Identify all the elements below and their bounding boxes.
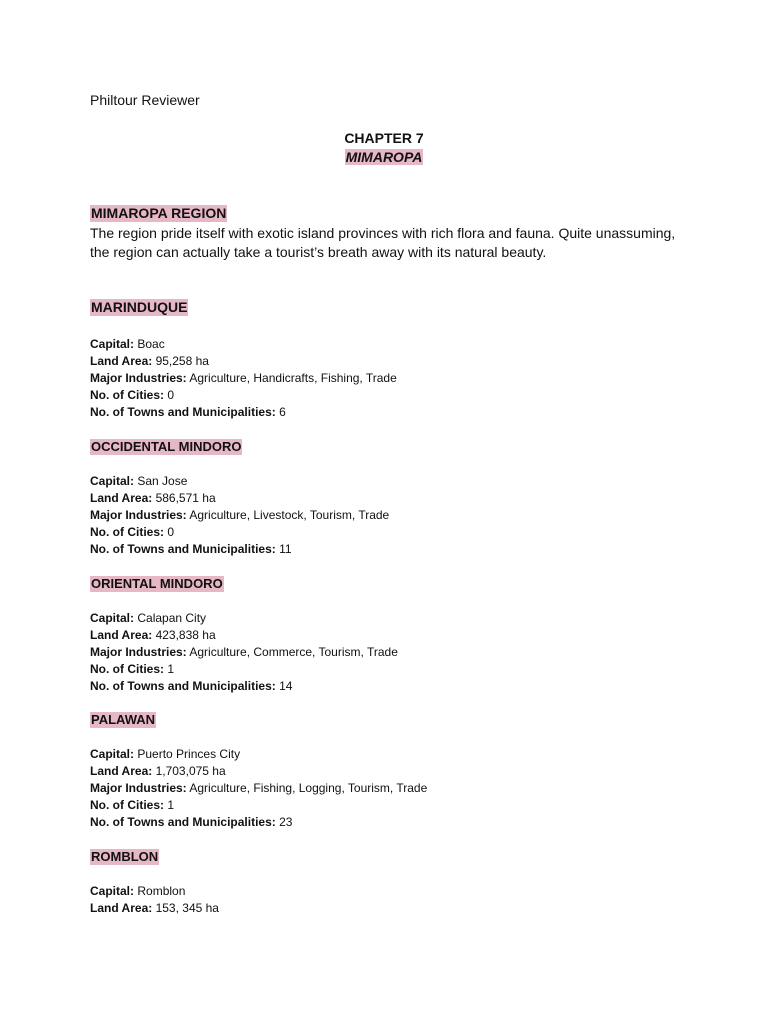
province-facts-occidental-mindoro [90,473,690,558]
fact-value: Boac [137,337,165,351]
fact-label: No. of Towns and Municipalities: [90,405,276,419]
chapter-number: CHAPTER 7 [344,130,424,146]
fact-value: Agriculture, Handicrafts, Fishing, Trade [189,371,397,385]
fact-label: Major Industries: [90,645,187,659]
fact-value: 1 [167,798,175,812]
fact-label: Capital: [90,747,135,761]
fact-label: Capital: [90,611,135,625]
province-heading-oriental-mindoro: ORIENTAL MINDORO [91,576,223,591]
fact-label: No. of Cities: [90,388,164,402]
fact-label: Major Industries: [90,508,187,522]
fact-label: No. of Cities: [90,798,164,812]
province-heading-occidental-mindoro: OCCIDENTAL MINDORO [91,439,242,454]
fact-label: Land Area: [90,491,153,505]
fact-row [90,797,690,814]
fact-row [90,780,690,797]
fact-label: Major Industries: [90,371,187,385]
region-title: MIMAROPA REGION [91,205,227,221]
fact-row [90,541,690,558]
fact-row [90,336,690,353]
fact-value: San Jose [137,474,188,488]
document-header: Philtour Reviewer [90,92,200,108]
fact-row [90,524,690,541]
fact-row [90,507,690,524]
province-facts-romblon [90,883,690,917]
region-description: The region pride itself with exotic island provinces with rich flora and fauna. Quite unassuming, the region can actually take a tourist’s breath away with its natural beauty. [90,225,676,260]
fact-value: Agriculture, Livestock, Tourism, Trade [189,508,390,522]
fact-row [90,763,690,780]
fact-value: 95,258 ha [155,354,209,368]
fact-value: 1 [167,662,175,676]
fact-value: Agriculture, Commerce, Tourism, Trade [189,645,398,659]
province-facts-oriental-mindoro [90,610,690,695]
fact-value: 6 [279,405,286,419]
fact-row [90,610,690,627]
fact-value: 0 [167,525,175,539]
fact-value: 14 [279,679,293,693]
fact-label: No. of Cities: [90,662,164,676]
fact-row [90,490,690,507]
fact-label: Capital: [90,474,135,488]
province-heading-marinduque: MARINDUQUE [91,299,188,315]
fact-label: Capital: [90,337,135,351]
fact-label: No. of Towns and Municipalities: [90,542,276,556]
fact-value: Agriculture, Fishing, Logging, Tourism, Trade [189,781,428,795]
fact-value: 1,703,075 ha [155,764,226,778]
fact-value: Romblon [137,884,186,898]
fact-label: No. of Towns and Municipalities: [90,679,276,693]
fact-value: Puerto Princes City [137,747,241,761]
fact-row [90,814,690,831]
fact-value: 23 [279,815,293,829]
fact-row [90,627,690,644]
fact-value: 423,838 ha [155,628,216,642]
chapter-title [0,149,768,166]
fact-value: 0 [167,388,175,402]
fact-label: Major Industries: [90,781,187,795]
fact-value: 586,571 ha [155,491,216,505]
fact-value: 11 [279,542,292,556]
province-heading-romblon: ROMBLON [91,849,159,864]
fact-value: 153, 345 ha [155,901,219,915]
chapter-title-text: MIMAROPA [345,149,423,165]
fact-label: No. of Towns and Municipalities: [90,815,276,829]
province-facts-marinduque [90,336,690,421]
fact-row [90,353,690,370]
fact-row [90,661,690,678]
fact-row [90,473,690,490]
fact-value: Calapan City [137,611,207,625]
fact-label: Land Area: [90,628,153,642]
fact-label: Capital: [90,884,135,898]
fact-label: Land Area: [90,764,153,778]
fact-row [90,678,690,695]
fact-label: Land Area: [90,354,153,368]
fact-label: Land Area: [90,901,153,915]
province-facts-palawan [90,746,690,831]
fact-row [90,900,690,917]
fact-row [90,644,690,661]
province-heading-palawan: PALAWAN [91,712,156,727]
fact-row [90,883,690,900]
fact-row [90,370,690,387]
fact-row [90,404,690,421]
fact-label: No. of Cities: [90,525,164,539]
fact-row [90,746,690,763]
fact-row [90,387,690,404]
